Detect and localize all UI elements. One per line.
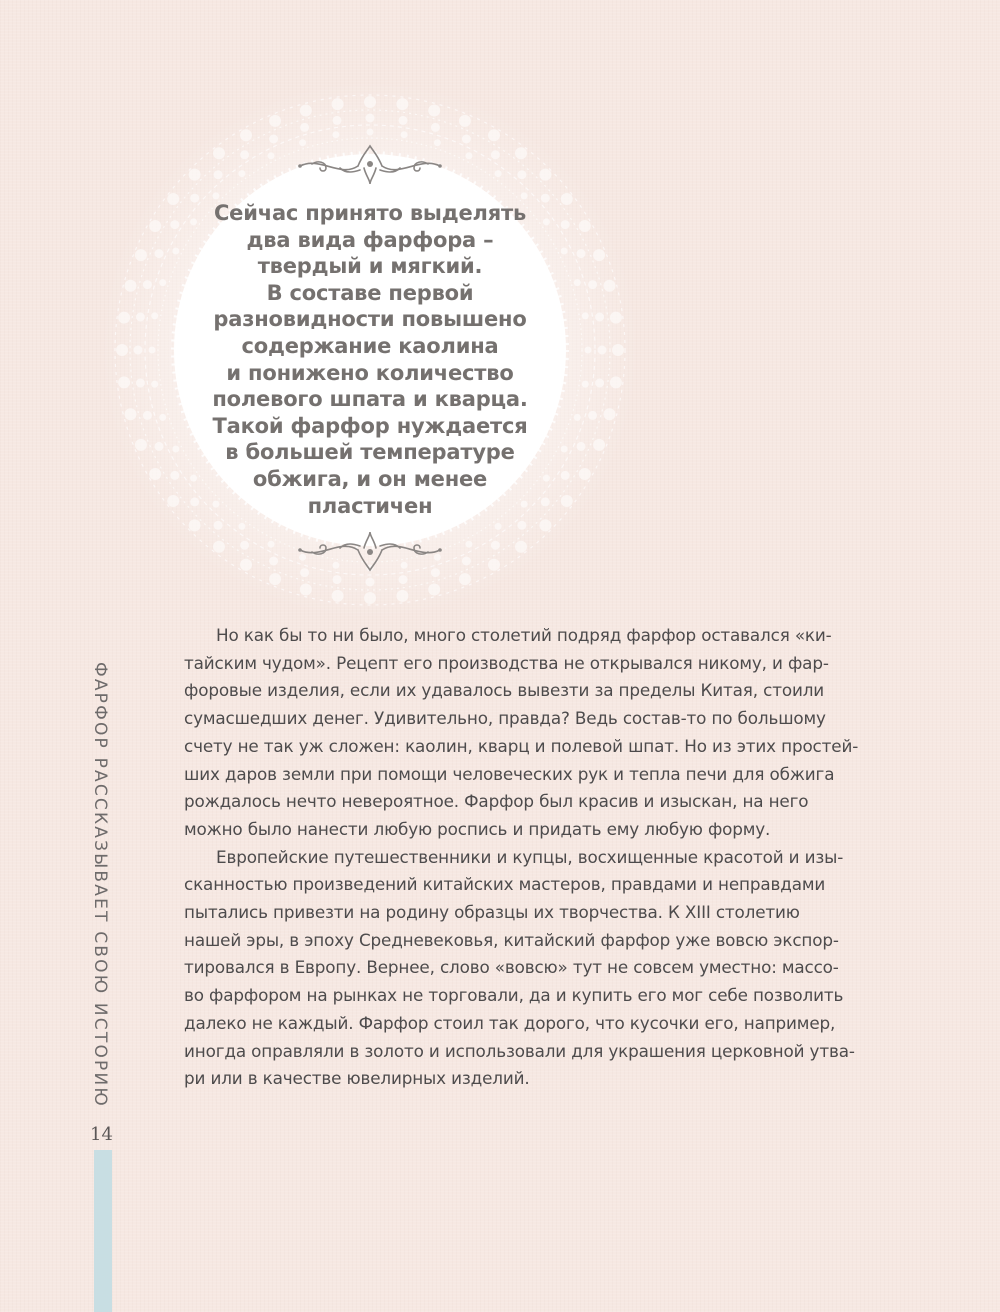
flourish-icon — [290, 528, 450, 578]
lace-scallop — [151, 381, 158, 388]
lace-scallop — [269, 573, 281, 585]
lace-scallop — [488, 129, 500, 141]
body-line: форовые изделия, если их удавалось вывезти за пределы Китая, стоили — [184, 680, 825, 701]
lace-scallop — [515, 147, 527, 159]
body-line: нашей эры, в эпоху Средневековья, китайский фарфор уже вовсю экспор- — [184, 929, 839, 950]
lace-scallop — [577, 249, 586, 258]
pull-quote-line: разновидности повышено — [213, 307, 527, 332]
lace-scallop — [399, 116, 408, 125]
lace-scallop — [593, 249, 605, 261]
pull-quote-line: и понижено количество — [226, 360, 514, 385]
lace-scallop — [396, 98, 408, 110]
lace-scallop — [598, 346, 607, 355]
pull-quote-line: в большей температуре — [225, 440, 515, 465]
body-line: ших даров земли при помощи человеческих рук и тепла печи для обжига — [184, 763, 835, 784]
lace-scallop — [574, 279, 581, 286]
lace-scallop — [240, 559, 252, 571]
lace-scallop — [539, 169, 551, 181]
pull-quote-line: твердый и мягкий. — [257, 254, 483, 279]
lace-scallop — [155, 442, 164, 451]
lace-scallop — [595, 313, 604, 322]
lace-scallop — [610, 376, 622, 388]
pull-quote-line: Сейчас принято выделять — [213, 201, 527, 225]
lace-scallop — [428, 584, 440, 596]
pull-quote-line: два вида фарфора – — [246, 227, 494, 252]
lace-scallop — [189, 169, 201, 181]
lace-scallop — [268, 152, 275, 159]
lace-scallop — [135, 439, 147, 451]
lace-scallop — [593, 439, 605, 451]
lace-scallop — [300, 105, 312, 117]
lace-scallop — [269, 115, 281, 127]
lace-scallop — [488, 559, 500, 571]
pull-quote-line: полевого шпата и кварца. — [212, 387, 528, 412]
pull-quote-line: содержание каолина — [241, 333, 499, 358]
lace-scallop — [238, 170, 245, 177]
lace-scallop — [364, 96, 376, 108]
body-line: сумасшедших денег. Удивительно, правда? Ведь состав-то по большому — [184, 708, 826, 729]
body-line: рождалось нечто невероятное. Фарфор был красив и изыскан, на него — [184, 791, 809, 812]
pull-quote-line: Такой фарфор нуждается — [212, 413, 528, 438]
lace-scallop — [143, 280, 152, 289]
body-line: Но как бы то ни было, много столетий подряд фарфор оставался «ки- — [216, 625, 832, 645]
lace-scallop — [269, 557, 278, 566]
lace-scallop — [428, 105, 440, 117]
lace-scallop — [189, 519, 201, 531]
lace-scallop — [149, 220, 161, 232]
lace-scallop — [459, 115, 471, 127]
pull-quote-line: В составе первой — [266, 280, 474, 305]
lace-scallop — [332, 590, 344, 602]
lace-scallop — [125, 280, 137, 292]
lace-scallop — [517, 170, 526, 179]
lace-scallop — [396, 590, 408, 602]
lace-scallop — [582, 312, 589, 319]
page-number: 14 — [90, 1124, 113, 1145]
body-line: ри или в качестве ювелирных изделий. — [184, 1068, 530, 1089]
lace-scallop — [213, 541, 225, 553]
lace-scallop — [459, 573, 471, 585]
lace-scallop — [300, 123, 309, 132]
flourish-icon — [290, 138, 450, 188]
lace-scallop — [604, 280, 616, 292]
lace-scallop — [612, 344, 624, 356]
running-title — [88, 662, 112, 1108]
pull-quote — [170, 200, 570, 519]
lace-scallop — [240, 541, 249, 550]
body-line: можно было нанести любую роспись и придать ему любую форму. — [184, 818, 771, 839]
lace-scallop — [462, 557, 471, 566]
lace-scallop — [212, 192, 219, 199]
body-line: тировался в Европу. Вернее, слово «вовсю» тут не совсем уместно: массо- — [184, 957, 839, 978]
lace-scallop — [588, 411, 597, 420]
lace-scallop — [214, 170, 223, 179]
lace-scallop — [366, 114, 375, 123]
lace-scallop — [159, 279, 166, 286]
lace-scallop — [143, 411, 152, 420]
lace-scallop — [269, 135, 278, 144]
lace-scallop — [515, 541, 527, 553]
body-line: тайским чудом». Рецепт его производства не открывался никому, и фар- — [184, 652, 829, 673]
body-line: пытались привезти на родину образцы их творчества. К XIII столетию — [184, 902, 800, 923]
lace-scallop — [136, 313, 145, 322]
lace-scallop — [582, 381, 589, 388]
body-line: Европейские путешественники и купцы, восхищенные красотой и изы- — [216, 846, 844, 867]
body-text — [184, 622, 859, 1093]
lace-scallop — [588, 280, 597, 289]
lace-scallop — [462, 135, 471, 144]
lace-scallop — [213, 147, 225, 159]
lace-scallop — [134, 346, 143, 355]
lace-scallop — [431, 123, 440, 132]
pull-quote-line: пластичен — [307, 493, 433, 518]
lace-scallop — [495, 170, 502, 177]
lace-scallop — [521, 192, 528, 199]
lace-scallop — [364, 592, 376, 604]
lace-scallop — [491, 541, 500, 550]
lace-scallop — [466, 152, 473, 159]
lace-scallop — [155, 249, 164, 258]
lace-scallop — [366, 578, 375, 587]
lace-scallop — [125, 408, 137, 420]
lace-scallop — [579, 468, 591, 480]
page-accent-bar — [94, 1150, 112, 1312]
body-line: во фарфором на рынках не торговали, да и купить его мог себе позволить — [184, 985, 844, 1006]
lace-scallop — [151, 312, 158, 319]
lace-scallop — [539, 519, 551, 531]
pull-quote-line: обжига, и он менее — [252, 466, 488, 491]
body-line: сканностью произведений китайских мастеров, правдами и неправдами — [184, 874, 826, 895]
lace-scallop — [585, 347, 592, 354]
lace-scallop — [610, 312, 622, 324]
lace-scallop — [466, 541, 473, 548]
lace-scallop — [214, 521, 223, 530]
lace-scallop — [159, 414, 166, 421]
body-line: счету не так уж сложен: каолин, кварц и полевой шпат. Но из этих простей- — [184, 735, 859, 756]
lace-scallop — [367, 129, 374, 136]
lace-scallop — [579, 220, 591, 232]
body-line: иногда оправляли в золото и использовали для украшения церковной утва- — [184, 1040, 855, 1061]
lace-scallop — [300, 584, 312, 596]
lace-scallop — [135, 249, 147, 261]
lace-scallop — [240, 129, 252, 141]
lace-scallop — [495, 523, 502, 530]
lace-scallop — [333, 116, 342, 125]
top-flourish-ornament — [290, 138, 450, 188]
lace-scallop — [595, 379, 604, 388]
lace-scallop — [517, 521, 526, 530]
lace-scallop — [118, 376, 130, 388]
lace-scallop — [491, 150, 500, 159]
bottom-flourish-ornament — [290, 528, 450, 578]
lace-scallop — [577, 442, 586, 451]
lace-scallop — [604, 408, 616, 420]
lace-scallop — [149, 347, 156, 354]
lace-scallop — [136, 379, 145, 388]
lace-scallop — [240, 150, 249, 159]
lace-scallop — [268, 541, 275, 548]
body-line: далеко не каждый. Фарфор стоил так дорого, что кусочки его, например, — [184, 1012, 836, 1033]
lace-scallop — [116, 344, 128, 356]
lace-scallop — [574, 414, 581, 421]
lace-scallop — [149, 468, 161, 480]
lace-scallop — [118, 312, 130, 324]
lace-scallop — [238, 523, 245, 530]
lace-scallop — [332, 98, 344, 110]
running-title-text: ФАРФОР РАССКАЗЫВАЕТ СВОЮ ИСТОРИЮ — [90, 662, 110, 1108]
